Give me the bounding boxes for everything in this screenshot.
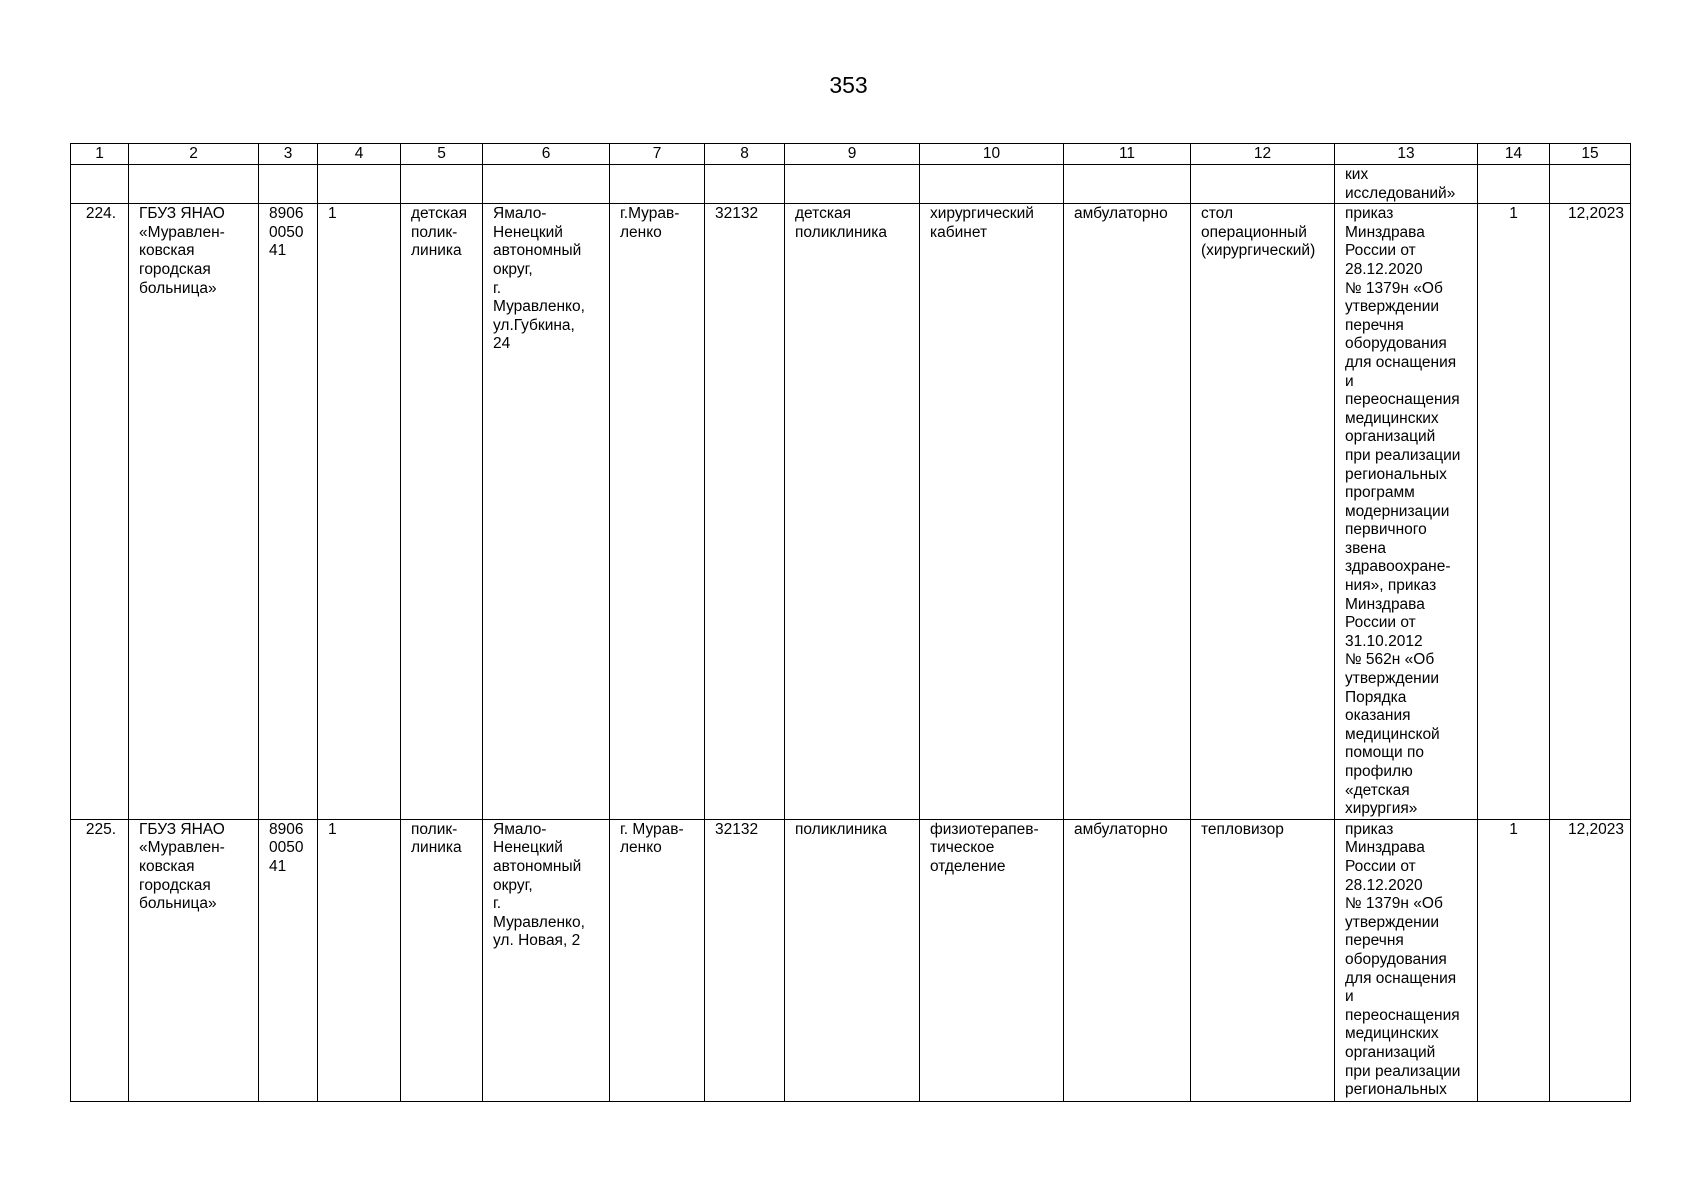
row-number: 224.: [71, 204, 129, 820]
address: Ямало- Ненецкий автономный округ, г. Муравленко, ул.Губкина, 24: [483, 204, 610, 820]
col-header-4: 4: [318, 144, 401, 165]
quantity: 1: [1478, 204, 1550, 820]
unit-type: полик- линика: [401, 819, 483, 1101]
continuation-legal-basis: ких исследований»: [1335, 165, 1478, 204]
equipment-name: тепловизор: [1191, 819, 1335, 1101]
col-header-8: 8: [705, 144, 785, 165]
organization-name: ГБУЗ ЯНАО «Муравлен- ковская городская больница»: [129, 204, 259, 820]
care-condition: амбулаторно: [1064, 819, 1191, 1101]
col-header-14: 14: [1478, 144, 1550, 165]
department: детская поликлиника: [785, 204, 920, 820]
legal-basis: приказ Минздрава России от 28.12.2020 № 1379н «Об утверждении перечня оборудования для оснащения и переоснащения медицинских организаций при реализации региональных программ модернизации первичного звена здравоохране- ния», приказ Минздрава России от 31.10.2012 № 562н «Об утверждении Порядка оказания медицинской помощи по профилю «детская хирургия»: [1335, 204, 1478, 820]
deadline: 12,2023: [1550, 819, 1631, 1101]
col-header-7: 7: [610, 144, 705, 165]
deadline: 12,2023: [1550, 204, 1631, 820]
column-number-row: [71, 144, 1631, 165]
organization-code: 8906 0050 41: [259, 204, 318, 820]
equipment-table: [70, 143, 1631, 1102]
room: хирургический кабинет: [920, 204, 1064, 820]
address: Ямало- Ненецкий автономный округ, г. Муравленко, ул. Новая, 2: [483, 819, 610, 1101]
city: г.Мурав- ленко: [610, 204, 705, 820]
col-header-13: 13: [1335, 144, 1478, 165]
col-header-6: 6: [483, 144, 610, 165]
col-header-9: 9: [785, 144, 920, 165]
department: поликлиника: [785, 819, 920, 1101]
col-header-12: 12: [1191, 144, 1335, 165]
unit-type: детская полик- линика: [401, 204, 483, 820]
col-header-10: 10: [920, 144, 1064, 165]
col-header-11: 11: [1064, 144, 1191, 165]
code-col8: 32132: [705, 819, 785, 1101]
organization-name: ГБУЗ ЯНАО «Муравлен- ковская городская больница»: [129, 819, 259, 1101]
col-header-1: 1: [71, 144, 129, 165]
row-number: 225.: [71, 819, 129, 1101]
continuation-row: [71, 165, 1631, 204]
count-col4: 1: [318, 204, 401, 820]
col-header-3: 3: [259, 144, 318, 165]
col-header-15: 15: [1550, 144, 1631, 165]
col-header-5: 5: [401, 144, 483, 165]
legal-basis: приказ Минздрава России от 28.12.2020 № 1379н «Об утверждении перечня оборудования для оснащения и переоснащения медицинских организаций при реализации региональных: [1335, 819, 1478, 1101]
count-col4: 1: [318, 819, 401, 1101]
equipment-name: стол операционный (хирургический): [1191, 204, 1335, 820]
quantity: 1: [1478, 819, 1550, 1101]
page-number: 353: [829, 72, 868, 98]
room: физиотерапев- тическое отделение: [920, 819, 1064, 1101]
table-row: [71, 819, 1631, 1101]
table-row: [71, 204, 1631, 820]
organization-code: 8906 0050 41: [259, 819, 318, 1101]
care-condition: амбулаторно: [1064, 204, 1191, 820]
code-col8: 32132: [705, 204, 785, 820]
col-header-2: 2: [129, 144, 259, 165]
city: г. Мурав- ленко: [610, 819, 705, 1101]
